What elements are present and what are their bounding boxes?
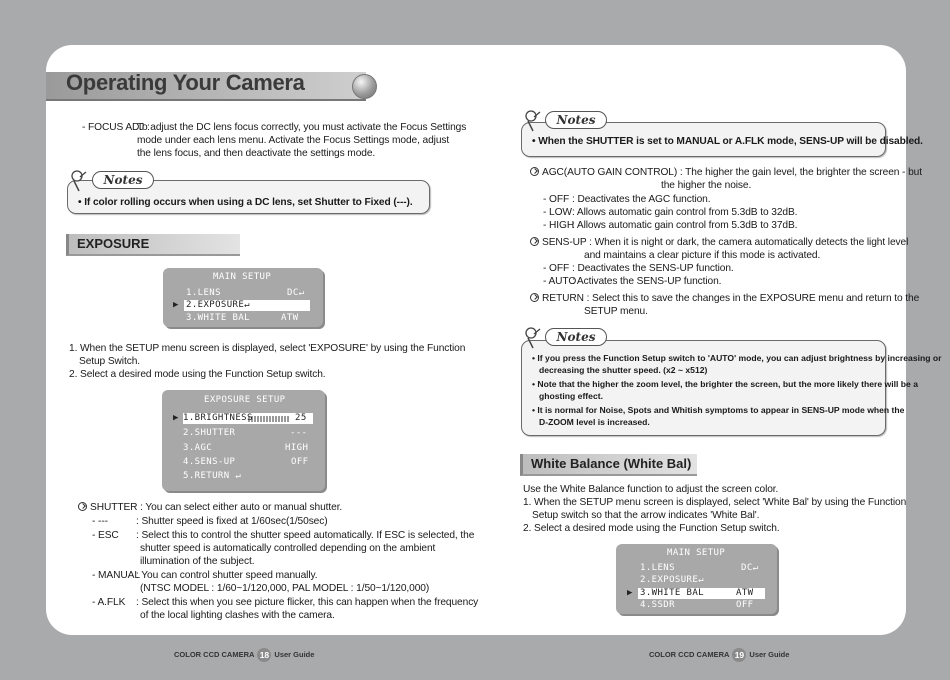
agc-desc: : Allows automatic gain control from 5.3dB to 32dB. [572, 207, 798, 218]
menu-title: MAIN SETUP [667, 548, 726, 558]
menu-row-value: ATW [281, 313, 299, 323]
note-shutter-sensup: • When the SHUTTER is set to MANUAL or A.FLK mode, SENS-UP will be disabled. [532, 136, 923, 147]
agc-heading: AGC(AUTO GAIN CONTROL) : The higher the gain level, the brighter the screen - but [530, 166, 922, 180]
menu-row: 2.SHUTTER [183, 428, 236, 438]
sensup-key: - AUTO [543, 276, 577, 287]
wb-step-2: 2. Select a desired mode using the Function Setup switch. [523, 523, 780, 534]
circle-arrow-icon [530, 237, 539, 246]
menu-row: 1.LENS [186, 288, 221, 298]
menu-row-value: ATW [736, 588, 754, 598]
note-auto-mode-cont: decreasing the shutter speed. (x2 ~ x512) [539, 365, 708, 375]
shutter-desc: : You can control shutter speed manually. [136, 570, 318, 581]
exposure-heading: EXPOSURE [66, 234, 240, 256]
agc-desc: : Allows automatic gain control from 5.3dB to 37dB. [572, 220, 798, 231]
sensup-heading: SENS-UP : When it is night or dark, the camera automatically detects the light level [530, 236, 908, 250]
agc-key: - HIGH [543, 220, 575, 231]
note-zoom-cont: ghosting effect. [539, 391, 603, 401]
menu-row: 1.BRIGHTNESS [183, 413, 253, 423]
menu-arrow-icon: ▶ [627, 588, 633, 598]
menu-row-value: --- [290, 428, 308, 438]
menu-row: 3.WHITE BAL [186, 313, 251, 323]
shutter-desc: (NTSC MODEL : 1/60~1/120,000, PAL MODEL : 1/50~1/120,000) [140, 583, 430, 594]
shutter-heading: SHUTTER : You can select either auto or manual shutter. [78, 501, 342, 515]
menu-row: 4.SSDR [640, 600, 675, 610]
menu-row-value: HIGH [285, 443, 309, 453]
focus-line-2: mode under each lens menu. Activate the Focus Settings mode, adjust [137, 135, 450, 146]
focus-line-1: To adjust the DC lens focus correctly, you must activate the Focus Settings [137, 122, 467, 133]
page-title: Operating Your Camera [66, 70, 305, 95]
pencil-note-icon [522, 108, 544, 134]
notes-tag-right-2: Notes [545, 328, 607, 346]
sensup-key: - OFF [543, 263, 570, 274]
shutter-desc: : Shutter speed is fixed at 1/60sec(1/50sec) [136, 516, 328, 527]
menu-arrow-icon: ▶ [173, 413, 179, 423]
menu-row-value: OFF [736, 600, 754, 610]
menu-row: 2.EXPOSURE↵ [186, 300, 251, 310]
step-1-cont: Setup Switch. [79, 356, 140, 367]
agc-cont: the higher the noise. [661, 180, 752, 191]
note-noise: • It is normal for Noise, Spots and Whitish symptoms to appear in SENS-UP mode when the [532, 405, 905, 415]
notes-tag-right: Notes [545, 111, 607, 129]
shutter-key: - ESC [92, 530, 119, 541]
menu-row: 4.SENS-UP [183, 457, 236, 467]
pencil-note-icon [522, 325, 544, 351]
agc-key: - LOW [543, 207, 572, 218]
return-cont: SETUP menu. [584, 306, 648, 317]
shutter-desc: shutter speed is automatically controlled depending on the ambient [140, 543, 436, 554]
menu-row: 1.LENS [640, 563, 675, 573]
menu-row: 5.RETURN ↵ [183, 471, 242, 481]
menu-row-value: DC↵ [287, 288, 305, 298]
sensup-desc: : Activates the SENS-UP function. [572, 276, 722, 287]
shutter-key: - MANUAL [92, 570, 140, 581]
wb-step-1-cont: Setup switch so that the arrow indicates 'White Bal'. [532, 510, 760, 521]
footer-left: COLOR CCD CAMERA 18 User Guide [174, 649, 315, 660]
step-1: 1. When the SETUP menu screen is displayed, select 'EXPOSURE' by using the Function [69, 343, 466, 354]
title-ball-icon [352, 74, 377, 99]
step-2: 2. Select a desired mode using the Function Setup switch. [69, 369, 326, 380]
menu-row-value: OFF [291, 457, 309, 467]
wb-intro: Use the White Balance function to adjust the screen color. [523, 484, 779, 495]
wb-step-1: 1. When the SETUP menu screen is displayed, select 'White Bal' by using the Function [523, 497, 907, 508]
sensup-desc: : Deactivates the SENS-UP function. [572, 263, 734, 274]
white-balance-heading: White Balance (White Bal) [520, 454, 697, 476]
menu-row: 3.WHITE BAL [640, 588, 705, 598]
note-auto-mode: • If you press the Function Setup switch to 'AUTO' mode, you can adjust brightness by increasing or [532, 353, 942, 363]
notes-tag-left: Notes [92, 171, 154, 189]
circle-arrow-icon [530, 167, 539, 176]
circle-arrow-icon [78, 502, 87, 511]
note-zoom: • Note that the higher the zoom level, the brighter the screen, but the more likely there will be a [532, 379, 918, 389]
agc-key: - OFF [543, 194, 570, 205]
circle-arrow-icon [530, 293, 539, 302]
shutter-desc: : Select this to control the shutter speed automatically. If ESC is selected, the [136, 530, 475, 541]
focus-label: - FOCUS ADJ : [82, 122, 150, 133]
return-heading: RETURN : Select this to save the changes in the EXPOSURE menu and return to the [530, 292, 919, 306]
page-number: 18 [257, 648, 271, 662]
focus-line-3: the lens focus, and then deactivate the settings mode. [137, 148, 376, 159]
page-number: 19 [732, 648, 746, 662]
pencil-note-icon [68, 168, 90, 194]
footer-right: COLOR CCD CAMERA 19 User Guide [649, 649, 790, 660]
shutter-key: - A.FLK [92, 597, 126, 608]
sensup-cont: and maintains a clear picture if this mode is activated. [584, 250, 821, 261]
shutter-desc: of the local lighting clashes with the camera. [140, 610, 335, 621]
shutter-key: - --- [92, 516, 108, 527]
menu-arrow-icon: ▶ [173, 300, 179, 310]
brightness-level-bar [248, 416, 290, 422]
agc-desc: : Deactivates the AGC function. [572, 194, 711, 205]
shutter-desc: illumination of the subject. [140, 556, 255, 567]
menu-title: MAIN SETUP [213, 272, 272, 282]
menu-row: 2.EXPOSURE↵ [640, 575, 705, 585]
menu-title: EXPOSURE SETUP [204, 395, 286, 405]
menu-row: 3.AGC [183, 443, 213, 453]
note-color-rolling: • If color rolling occurs when using a DC lens, set Shutter to Fixed (---). [78, 197, 413, 208]
menu-row-value: DC↵ [741, 563, 759, 573]
shutter-desc: : Select this when you see picture flicker, this can happen when the frequency [136, 597, 479, 608]
note-noise-cont: D-ZOOM level is increased. [539, 417, 650, 427]
menu-row-value: 25 [295, 413, 307, 423]
